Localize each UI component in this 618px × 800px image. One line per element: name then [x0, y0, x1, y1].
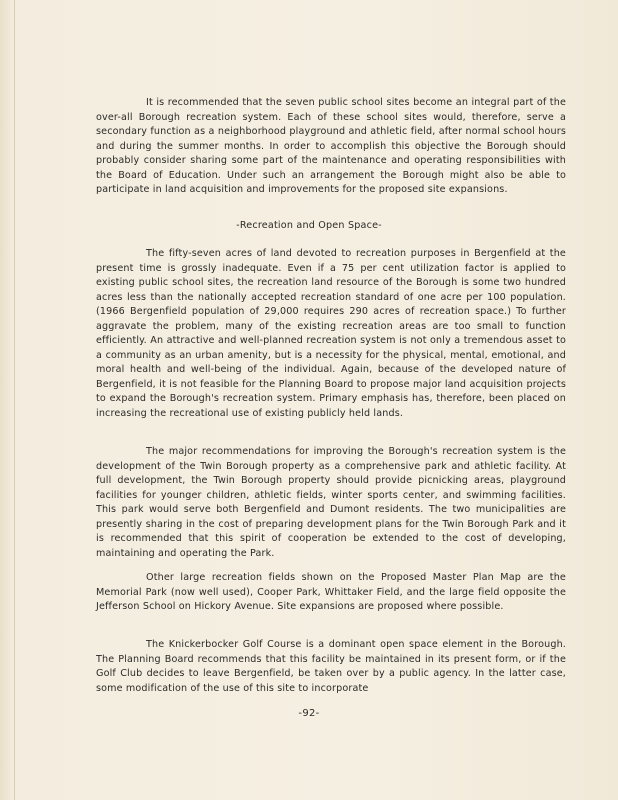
page-binding-edge	[14, 0, 15, 800]
paragraph-text: Other large recreation fields shown on the Proposed Master Plan Map are the Memorial Park (now well used), Cooper Park, Whittaker Field, and the large field opposite the Jefferson School on Hickory Avenue. Site expansions are proposed where possible.	[96, 572, 566, 612]
paragraph-recreation-land	[96, 247, 566, 421]
paragraph-text: The major recommendations for improving the Borough's recreation system is the development of the Twin Borough property as a comprehensive park and athletic facility. At full development, the Twin Borough property should provide picnicking areas, playground facilities for younger children, athletic fields, winter sports center, and swimming facilities. This park would serve both Bergenfield and Dumont residents. The two municipalities are presently sharing in the cost of preparing development plans for the Twin Borough Park and it is recommended that this spirit of cooperation be extended to the cost of developing, maintaining and operating the Park.	[96, 446, 566, 559]
paragraph-golf-course	[96, 638, 566, 696]
paragraph-large-fields	[96, 571, 566, 615]
page-number: -92-	[298, 708, 320, 719]
paragraph-text: The fifty-seven acres of land devoted to recreation purposes in Bergenfield at the present time is grossly inadequate. Even if a 75 per cent utilization factor is applied to existing public school sites, the recreation land resource of the Borough is some two hundred acres less than the nationally accepted recreation standard of one acre per 100 population. (1966 Bergenfield population of 29,000 requires 290 acres of recreation space.) To further aggravate the problem, many of the existing recreation areas are too small to function efficiently. An attractive and well-planned recreation system is not only a tremendous asset to a community as an urban amenity, but is a necessity for the physical, mental, emotional, and moral health and well-being of the individual. Again, because of the developed nature of Bergenfield, it is not feasible for the Planning Board to propose major land acquisition projects to expand the Borough's recreation system. Primary emphasis has, therefore, been placed on increasing the recreational use of existing publicly held lands.	[96, 248, 566, 419]
paragraph-school-sites	[96, 96, 566, 198]
paragraph-twin-borough	[96, 445, 566, 561]
paragraph-text: The Knickerbocker Golf Course is a dominant open space element in the Borough. The Planning Board recommends that this facility be maintained in its present form, or if the Golf Club decides to leave Bergenfield, be taken over by a public agency. In the latter case, some modification of the use of this site to incorporate	[96, 639, 566, 694]
section-heading: -Recreation and Open Space-	[236, 220, 382, 231]
paragraph-text: It is recommended that the seven public school sites become an integral part of the over-all Borough recreation system. Each of these school sites would, therefore, serve a secondary function as a neighborhood playground and athletic field, after normal school hours and during the summer months. In order to accomplish this objective the Borough should probably consider sharing some part of the maintenance and operating responsibilities with the Board of Education. Under such an arrangement the Borough might also be able to participate in land acquisition and improvements for the proposed site expansions.	[96, 97, 566, 195]
